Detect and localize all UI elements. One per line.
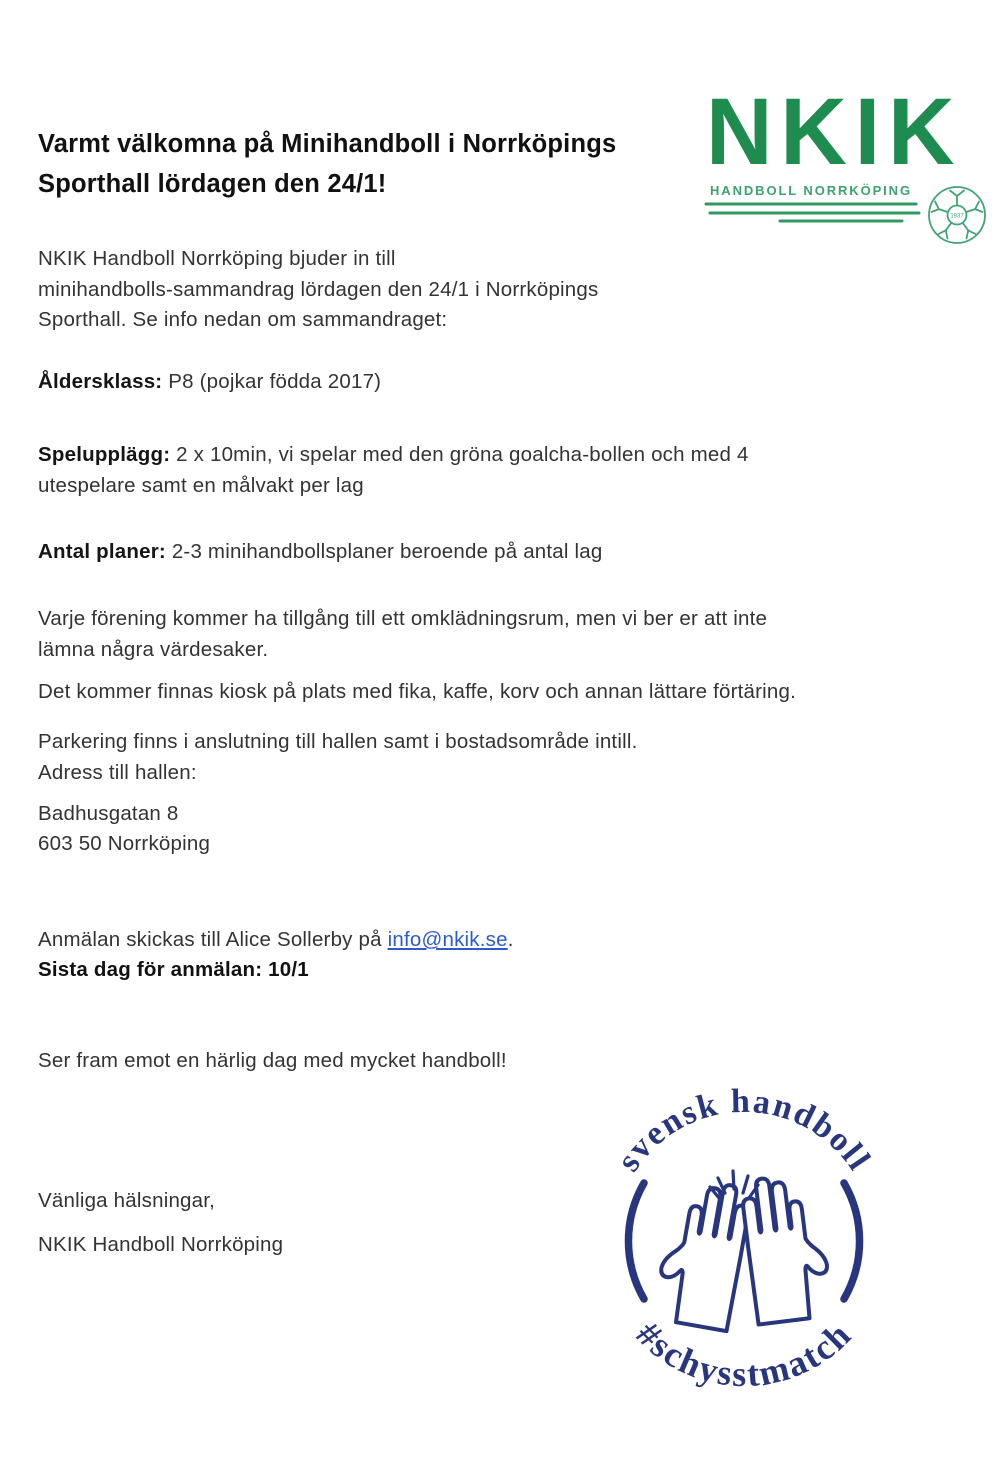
address-line: 603 50 Norrköping: [38, 832, 211, 855]
age-class-value: P8 (pojkar födda 2017): [168, 370, 382, 393]
speed-lines-icon: [706, 204, 919, 221]
age-class-line: [38, 367, 381, 398]
signup-suffix: .: [507, 928, 514, 951]
logo-subtitle: HANDBOLL NORRKÖPING: [710, 183, 912, 198]
high-five-hands-icon: [653, 1171, 834, 1331]
intro-line: minihandbolls-sammandrag lördagen den 24/1 i Norrköpings: [38, 277, 599, 301]
signup-prefix: Anmälan skickas till Alice Sollerby på: [38, 928, 388, 951]
game-format-line: utespelare samt en målvakt per lag: [38, 473, 364, 497]
schysstmatch-stamp: [598, 1083, 898, 1403]
nkik-logo: [704, 79, 1000, 220]
kiosk-paragraph: Det kommer finnas kiosk på plats med fika, kaffe, korv och annan lättare förtäring.: [38, 680, 796, 703]
signup-line: [38, 925, 514, 956]
intro-line: NKIK Handboll Norrköping bjuder in till: [38, 247, 396, 270]
stamp-right-paren-icon: [844, 1183, 860, 1299]
page-title-line: Varmt välkomna på Minihandboll i Norrköpings: [38, 130, 617, 158]
courts-label: Antal planer:: [38, 540, 166, 563]
stamp-top-text: svensk handboll: [609, 1083, 879, 1179]
stamp-bottom-text: #schysstmatch: [628, 1313, 860, 1395]
game-format-label: Spelupplägg:: [38, 443, 171, 466]
courts-line: [38, 537, 603, 568]
stamp-left-paren-icon: [628, 1183, 644, 1299]
svg-text:#schysstmatch: [629, 1314, 860, 1395]
parking-paragraph: [38, 727, 637, 788]
closing-line: Ser fram emot en härlig dag med mycket handboll!: [38, 1049, 507, 1072]
svg-text:svensk handboll: [610, 1083, 878, 1178]
email-link[interactable]: info@nkik.se: [387, 928, 508, 951]
address-block: [38, 799, 210, 859]
parking-line: Parkering finns i anslutning till hallen samt i bostadsområde intill.: [38, 730, 638, 753]
logo-artwork: [704, 184, 996, 246]
signoff-name: NKIK Handboll Norrköping: [38, 1233, 284, 1256]
parking-line: Adress till hallen:: [38, 760, 197, 784]
deadline-line: Sista dag för anmälan: 10/1: [38, 958, 309, 981]
page-title: [38, 124, 616, 204]
courts-value: 2-3 minihandbollsplaner beroende på antal lag: [171, 540, 603, 563]
logo-wordmark: NKIK: [706, 79, 963, 185]
game-format-line: 2 x 10min, vi spelar med den gröna goalcha-bollen och med 4: [176, 443, 749, 466]
age-class-label: Åldersklass:: [38, 370, 163, 393]
address-line: Badhusgatan 8: [38, 802, 179, 825]
locker-room-line: Varje förening kommer ha tillgång till ett omklädningsrum, men vi ber er att inte: [38, 607, 768, 630]
game-format-paragraph: [38, 440, 749, 501]
intro-line: Sporthall. Se info nedan om sammandraget:: [38, 308, 448, 331]
locker-room-paragraph: [38, 604, 767, 665]
intro-paragraph: [38, 244, 598, 336]
locker-room-line: lämna några värdesaker.: [38, 637, 269, 661]
signoff-greeting: Vänliga hälsningar,: [38, 1189, 216, 1212]
page-title-line: Sporthall lördagen den 24/1!: [38, 170, 387, 198]
logo-ball-year: 1937: [950, 213, 964, 220]
